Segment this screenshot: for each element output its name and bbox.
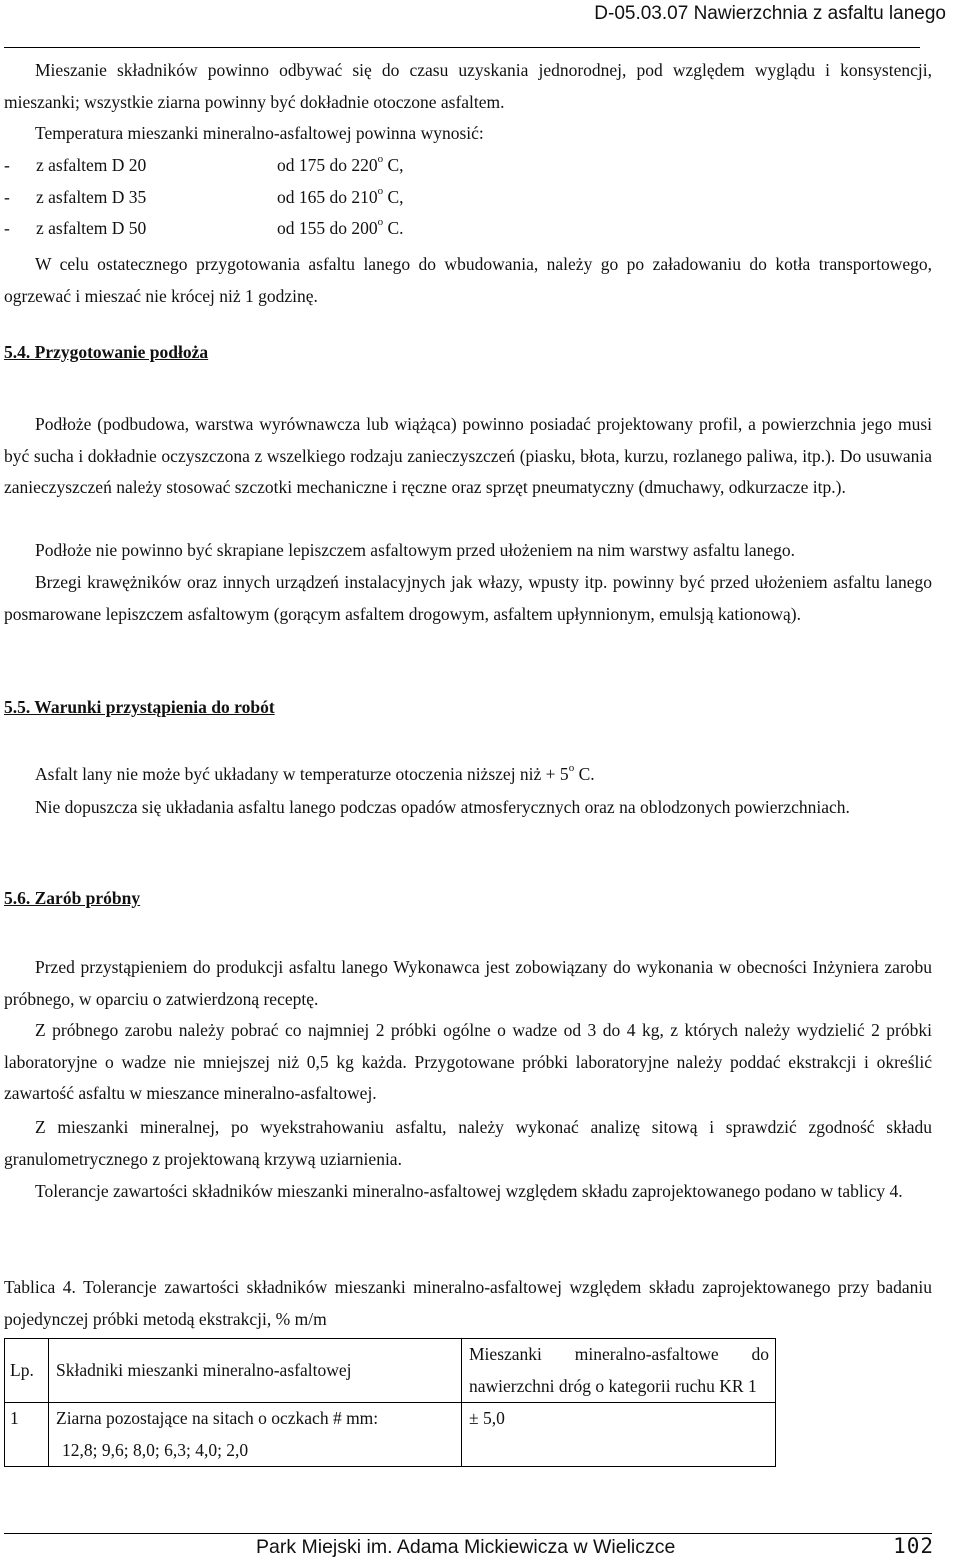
column-header-requirement: Mieszanki mineralno-asfaltowe do nawierzchni dróg o kategorii ruchu KR 1 [462, 1339, 776, 1403]
paragraph-temperature-intro: Temperatura mieszanki mineralno-asfaltowej powinna wynosić: [35, 123, 484, 143]
paragraph-tolerances-ref: Tolerancje zawartości składników mieszanki mineralno-asfaltowej względem składu zaprojektowanego podano w tablicy 4. [35, 1181, 903, 1201]
cell-value: ± 5,0 [462, 1403, 776, 1467]
paragraph-curb-edges: Brzegi krawężników oraz innych urządzeń instalacyjnych jak włazy, wpusty itp. powinny być przed ułożeniem asfaltu lanego posmarowane lepiszczem asfaltowym (gorącym asfaltem drogowym, asfaltem upłynnionym, emulsją kationową). [4, 572, 932, 624]
paragraph-mixing: Mieszanie składników powinno odbywać się do czasu uzyskania jednorodnej, pod względem wyglądu i konsystencji, mieszanki; wszystkie ziarna powinny być dokładnie otoczone asfaltem. [4, 60, 932, 112]
footer-rule [4, 1533, 932, 1534]
paragraph-weather: Nie dopuszcza się układania asfaltu lanego podczas opadów atmosferycznych oraz na oblodzonych powierzchniach. [35, 797, 850, 817]
paragraph-substrate: Podłoże (podbudowa, warstwa wyrównawcza lub wiążąca) powinno posiadać projektowany profil, a powierzchnia jego musi być sucha i dokładnie oczyszczona z wszelkiego rodzaju zanieczyszczeń (piasku, błota, kurzu, rozlanego paliwa, itp.). Do usuwania zanieczyszczeń należy stosować szczotki mechaniczne i ręczne oraz sprzęt pneumatyczny (dmuchawy, odkurzacze itp.). [4, 414, 932, 497]
section-heading-5-6: 5.6. Zarób próbny [4, 888, 141, 908]
paragraph-final-preparation: W celu ostatecznego przygotowania asfaltu lanego do wbudowania, należy go po załadowaniu do kotła transportowego, ogrzewać i mieszać nie krócej niż 1 godzinę. [4, 254, 932, 306]
tolerance-table [4, 1338, 776, 1467]
cell-lp: 1 [5, 1403, 49, 1467]
cell-component: Ziarna pozostające na sitach o oczkach # mm: 12,8; 9,6; 8,0; 6,3; 4,0; 2,0 [49, 1403, 462, 1467]
page-number: 102 [893, 1534, 934, 1558]
table-caption: Tablica 4. Tolerancje zawartości składników mieszanki mineralno-asfaltowej względem składu zaprojektowanego przy badaniu pojedynczej próbki metodą ekstrakcji, % m/m [4, 1277, 932, 1329]
header-rule [4, 47, 920, 48]
footer-title: Park Miejski im. Adama Mickiewicza w Wieliczce [256, 1536, 676, 1558]
paragraph-trial-batch: Przed przystąpieniem do produkcji asfaltu lanego Wykonawca jest zobowiązany do wykonania w obecności Inżyniera zarobu próbnego, w oparciu o zatwierdzoną receptę. [4, 957, 932, 1009]
column-header-component: Składniki mieszanki mineralno-asfaltowej [49, 1339, 462, 1403]
paragraph-samples: Z próbnego zarobu należy pobrać co najmniej 2 próbki ogólne o wadze od 3 do 4 kg, z których należy wydzielić 2 próbki laboratoryjne o wadze nie mniejszej niż 0,5 kg każda. Przygotowane próbki laboratoryjne należy poddać ekstrakcji i określić zawartość asfaltu w mieszance mineralno-asfaltowej. [4, 1020, 932, 1103]
paragraph-substrate-no-spray: Podłoże nie powinno być skrapiane lepiszczem asfaltowym przed ułożeniem na nim warstwy asfaltu lanego. [35, 540, 796, 560]
paragraph-sieve-analysis: Z mieszanki mineralnej, po wyekstrahowaniu asfaltu, należy wykonać analizę sitową i sprawdzić zgodność składu granulometrycznego z projektowaną krzywą uziarnienia. [4, 1117, 932, 1169]
paragraph-min-temperature: Asfalt lany nie może być układany w temperaturze otoczenia niższej niż + $5^o$ C. [35, 762, 595, 784]
table-row [5, 1403, 776, 1467]
section-heading-5-5: 5.5. Warunki przystąpienia do robót [4, 697, 275, 717]
column-header-lp: Lp. [5, 1339, 49, 1403]
section-heading-5-4: 5.4. Przygotowanie podłoża [4, 342, 209, 362]
document-header-code: D-05.03.07 Nawierzchnia z asfaltu lanego [594, 3, 946, 24]
table-header-row [5, 1339, 776, 1403]
